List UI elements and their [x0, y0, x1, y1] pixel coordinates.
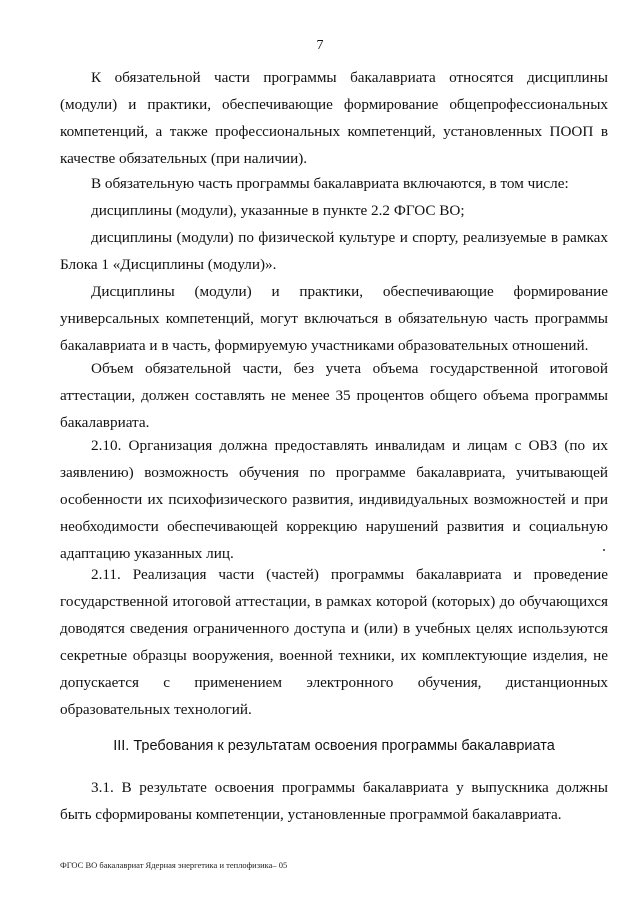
paragraph-mandatory-part: К обязательной части программы бакалавриата относятся дисциплины (модули) и практики, обеспечивающие формирование общепрофессиональных компетенций, а также профессиональных компетенций, установленных ПООП в качестве обязательных (при наличии).	[60, 69, 608, 167]
paragraph-physical-culture: дисциплины (модули) по физической культуре и спорту, реализуемые в рамках Блока 1 «Дисциплины (модули)».	[60, 229, 608, 273]
paragraph-3-1: 3.1. В результате освоения программы бакалавриата у выпускника должны быть сформированы компетенции, установленные программой бакалавриата.	[60, 779, 608, 823]
paragraph-2-10: 2.10. Организация должна предоставлять инвалидам и лицам с ОВЗ (по их заявлению) возможность обучения по программе бакалавриата, учитывающей особенности их психофизического развития, индивидуальных возможностей и при необходимости обеспечивающей коррекцию нарушений развития и социальную адаптацию указанных лиц.	[60, 437, 608, 562]
section-heading: III. Требования к результатам освоения программы бакалавриата	[113, 738, 555, 754]
paragraph-volume: Объем обязательной части, без учета объема государственной итоговой аттестации, должен составлять не менее 35 процентов общего объема программы бакалавриата.	[60, 360, 608, 431]
paragraph-included: В обязательную часть программы бакалавриата включаются, в том числе:	[91, 175, 569, 192]
paragraph-universal-competencies: Дисциплины (модули) и практики, обеспечивающие формирование универсальных компетенций, могут включаться в обязательную часть программы бакалавриата и в часть, формируемую участниками образовательных отношений.	[60, 283, 608, 354]
paragraph-disciplines-2-2: дисциплины (модули), указанные в пункте 2.2 ФГОС ВО;	[91, 202, 465, 219]
footer-note: ФГОС ВО бакалавриат Ядерная энергетика и теплофизика– 05	[60, 860, 288, 870]
scan-speck	[603, 549, 605, 551]
page-number: 7	[316, 38, 324, 53]
paragraph-2-11: 2.11. Реализация части (частей) программы бакалавриата и проведение государственной итоговой аттестации, в рамках которой (которых) до обучающихся доводятся сведения ограниченного доступа и (или) в учебных целях используются секретные образцы вооружения, военной техники, их комплектующие изделия, не допускается с применением электронного обучения, дистанционных образовательных технологий.	[60, 566, 608, 718]
